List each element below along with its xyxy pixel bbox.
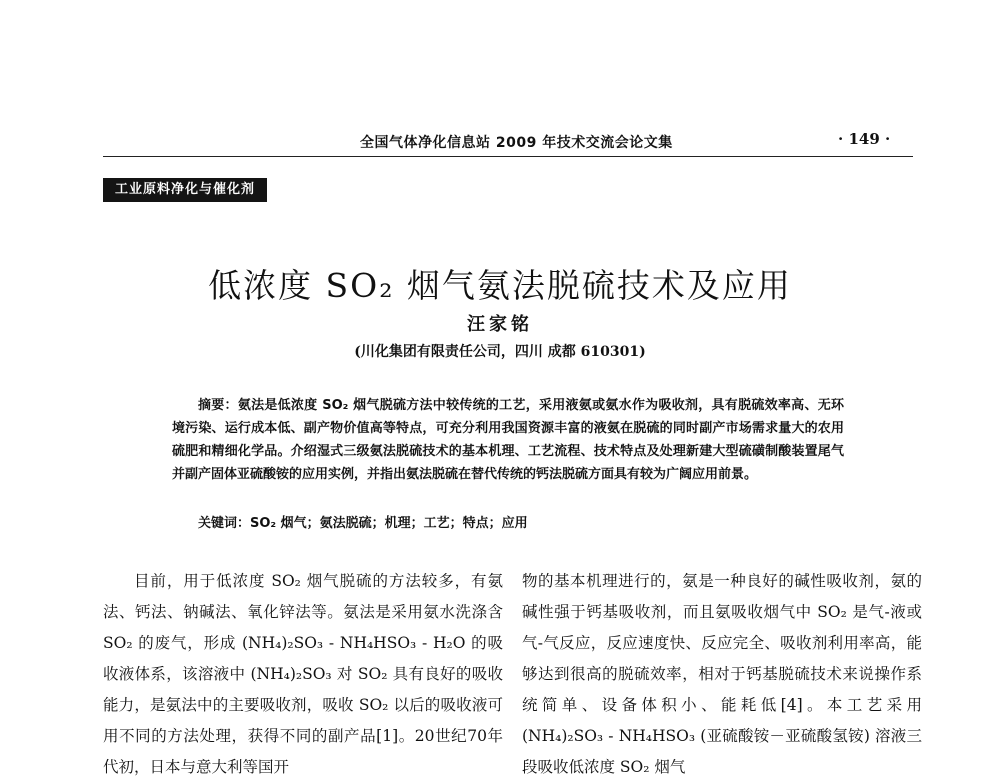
keywords: 关键词：SO₂ 烟气；氨法脱硫；机理；工艺；特点；应用 [198, 516, 528, 531]
author-name: 汪家铭 [467, 314, 533, 335]
body-column-left [103, 566, 503, 783]
body-paragraph: 物的基本机理进行的，氨是一种良好的碱性吸收剂，氨的碱性强于钙基吸收剂，而且氨吸收烟气中 SO₂ 是气-液或气-气反应，反应速度快、反应完全、吸收剂利用率高，能够达到很高的脱硫效率，相对于钙基脱硫技术来说操作系统简单、设备体积小、能耗低[4]。本工艺采用 (NH₄)₂SO₃ - NH₄HSO₃ (亚硫酸铵－亚硫酸氢铵) 溶液三段吸收低浓度 SO₂ 烟气 [522, 572, 922, 776]
paper-title: 低浓度 SO₂ 烟气氨法脱硫技术及应用 [208, 266, 792, 306]
author-affiliation: (川化集团有限责任公司，四川 成都 610301) [354, 344, 646, 360]
section-tag: 工业原料净化与催化剂 [103, 178, 267, 202]
body-paragraph: 目前，用于低浓度 SO₂ 烟气脱硫的方法较多，有氨法、钙法、钠碱法、氧化锌法等。氨法是采用氨水洗涤含 SO₂ 的废气，形成 (NH₄)₂SO₃ - NH₄HSO₃ - H₂O 的吸收液体系，该溶液中 (NH₄)₂SO₃ 对 SO₂ 具有良好的吸收能力，是氨法中的主要吸收剂，吸收 SO₂ 以后的吸收液可用不同的方法处理，获得不同的副产品[1]。20世纪70年代初，日本与意大利等国开 [103, 572, 503, 776]
body-column-right [522, 566, 922, 783]
header-divider [103, 156, 913, 157]
abstract: 摘要：氨法是低浓度 SO₂ 烟气脱硫方法中较传统的工艺，采用液氨或氨水作为吸收剂，具有脱硫效率高、无环境污染、运行成本低、副产物价值高等特点，可充分利用我国资源丰富的液氨在脱硫的同时副产市场需求量大的农用硫肥和精细化学品。介绍湿式三级氨法脱硫技术的基本机理、工艺流程、技术特点及处理新建大型硫磺制酸装置尾气并副产固体亚硫酸铵的应用实例，并指出氨法脱硫在替代传统的钙法脱硫方面具有较为广阔应用前景。 [172, 398, 844, 482]
page-number: · 149 · [838, 130, 891, 148]
running-header: 全国气体净化信息站 2009 年技术交流会论文集 [360, 135, 673, 151]
